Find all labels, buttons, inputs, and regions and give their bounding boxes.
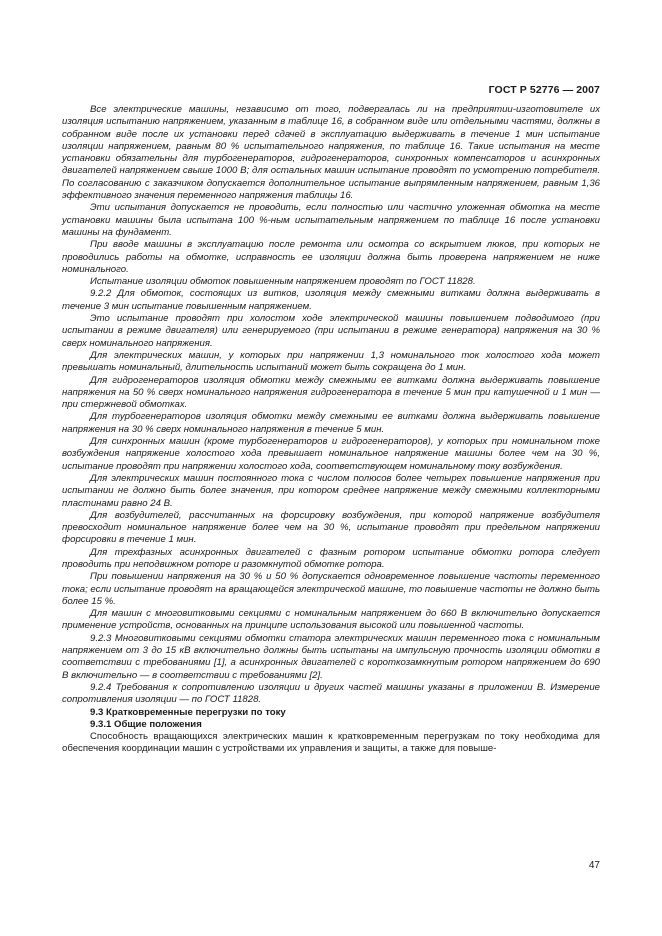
paragraph: При вводе машины в эксплуатацию после ремонта или осмотра со вскрытием люков, при которых не проводились работы на обмотке, исправность ее изоляции должна быть проверена напряжением не ниже номинального. — [62, 239, 600, 275]
subsection-heading: 9.3.1 Общие положения — [90, 718, 202, 730]
paragraph: Для электрических машин, у которых при напряжении 1,3 номинального ток холостого хода может превышать номинальный, длительность испытаний может быть сокращена до 1 мин. — [62, 349, 600, 374]
paragraph: Для машин с многовитковыми секциями с номинальным напряжением до 660 В включительно допускается применение устройств, основанных на принципе использования высокой или повышенной частоты. — [62, 608, 600, 632]
paragraph: Для синхронных машин (кроме турбогенераторов и гидрогенераторов), у которых при номинальном токе возбуждения напряжение холостого хода превышает номинальное напряжение машины более чем на 30 %, испытание проводят при напряжении холостого хода, соответствующем номинальному току возбуждения. — [62, 436, 600, 472]
paragraph: Для турбогенераторов изоляция обмотки между смежными ее витками должна выдерживать повышение напряжения на 30 % сверх номинального напряжения в течение 5 мин. — [62, 411, 600, 435]
page-number: 47 — [588, 860, 600, 871]
section-heading: 9.3 Кратковременные перегрузки по току — [90, 706, 286, 718]
paragraph: Это испытание проводят при холостом ходе электрической машины повышением подводимого (при испытании в режиме двигателя) или генерируемого (при испытании в режиме генератора) напряжения на 30 % сверх номинального напряжения. — [62, 313, 600, 349]
paragraph: 9.2.2 Для обмоток, состоящих из витков, изоляция между смежными витками должна выдерживать в течение 3 мин испытание повышенным напряжением. — [62, 288, 600, 312]
paragraph: Для возбудителей, рассчитанных на форсировку возбуждения, при которой напряжение возбудителя превосходит номинальное напряжение более чем на 30 %, испытание проводят при предельном напряжении форсировки в течение 1 мин. — [62, 509, 600, 546]
paragraph: При повышении напряжения на 30 % и 50 % допускается одновременное повышение частоты переменного тока; если испытание проводят на вращающейся электрической машине, то повышение частоты не должно быть более 15 %. — [62, 571, 600, 607]
paragraph: Для трехфазных асинхронных двигателей с фазным ротором испытание обмотки ротора следует проводить при неподвижном роторе и разомкнутой обмотке ротора. — [62, 546, 600, 570]
paragraph: Для электрических машин постоянного тока с числом полюсов более четырех повышение напряжения при испытании не должно быть более значения, при котором среднее напряжение между смежными коллекторными пластинами равно 24 В. — [62, 472, 600, 509]
document-body — [62, 104, 600, 756]
paragraph: Все электрические машины, независимо от того, подвергалась ли на предприятии-изготовителе их изоляция испытанию напряжением, указанным в таблице 16, в собранном виде или отдельными частями, должны в собранном виде после их установки перед сдачей в эксплуатацию выдерживать в течение 1 мин испытание изоляции напряжением, равным 80 % испытательного напряжения, по таблице 16. Такие испытания на месте установки обязательны для турбогенераторов, гидрогенераторов, синхронных компенсаторов и асинхронных двигателей напряжением свыше 1000 В; для остальных машин испытание проводят по усмотрению потребителя. По согласованию с заказчиком допускается дополнительное испытание выпрямленным напряжением, равным 1,36 эффективного значения переменного напряжения таблицы 16. — [62, 104, 600, 202]
paragraph: Для гидрогенераторов изоляция обмотки между смежными ее витками должна выдерживать повышение напряжения на 50 % сверх номинального напряжения гидрогенератора в течение 5 мин при катушечной и 1 мин — при стержневой обмотках. — [62, 374, 600, 411]
paragraph: 9.2.4 Требования к сопротивлению изоляции и других частей машины указаны в приложении В. Измерение сопротивления изоляции — по ГОСТ 11828. — [62, 681, 600, 706]
document-id-header: ГОСТ Р 52776 — 2007 — [488, 84, 600, 96]
paragraph: Способность вращающихся электрических машин к кратковременным перегрузкам по току необходима для обеспечения координации машин с устройствами их управления и защиты, а также для повыше- — [62, 731, 600, 755]
paragraph: Эти испытания допускается не проводить, если полностью или частично уложенная обмотка на месте установки машины была испытана 100 %-ным испытательным напряжением по таблице 16 после установки машины на фундамент. — [62, 202, 600, 238]
paragraph: Испытание изоляции обмоток повышенным напряжением проводят по ГОСТ 11828. — [90, 276, 476, 288]
paragraph: 9.2.3 Многовитковыми секциями обмотки статора электрических машин переменного тока с номинальным напряжением от 3 до 15 кВ включительно должны быть испытаны на импульсную прочность изоляции обмотки в соответствии с требованиями [1], а асинхронных двигателей с короткозамкнутым ротором напряжением до 690 В включительно — в соответствии с требованиями [2]. — [62, 632, 600, 681]
